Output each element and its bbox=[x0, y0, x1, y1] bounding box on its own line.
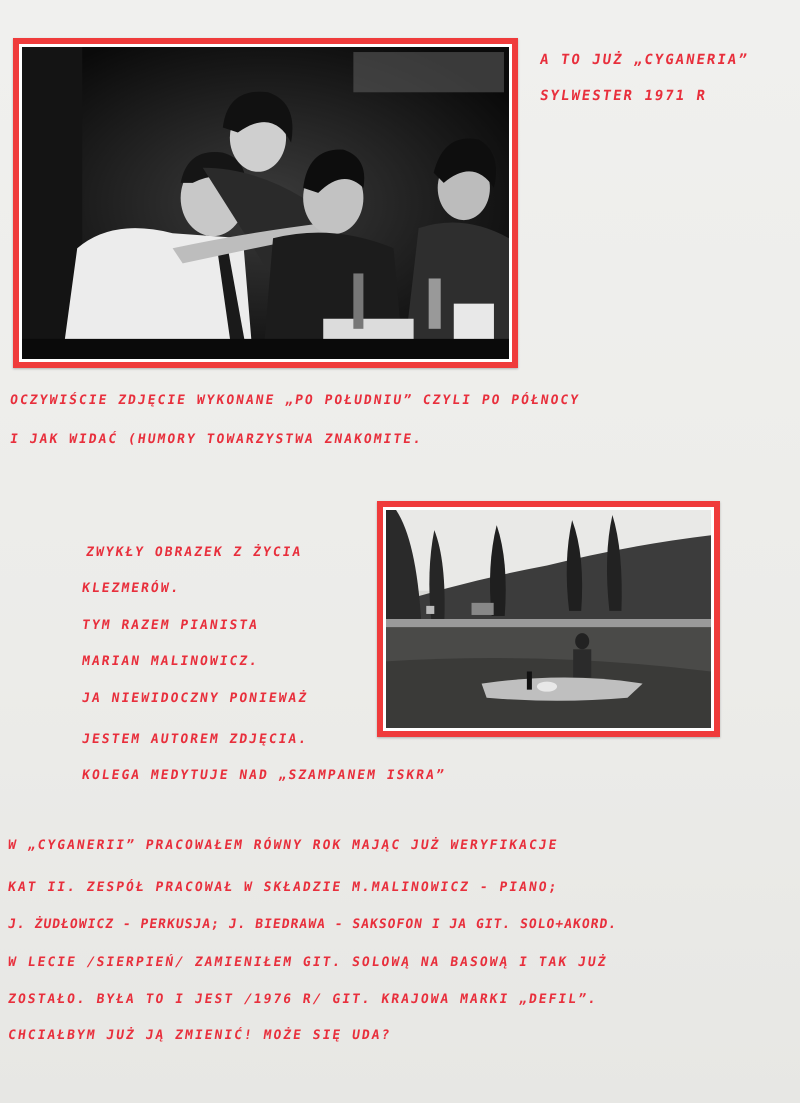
text-line: I JAK WIDAĆ (HUMORY TOWARZYSTWA ZNAKOMITE. bbox=[8, 432, 424, 447]
caption-line: JA NIEWIDOCZNY PONIEWAŻ bbox=[80, 691, 310, 706]
caption-line: ZWYKŁY OBRAZEK Z ŻYCIA bbox=[84, 545, 304, 560]
text-line: W LECIE /SIERPIEŃ/ ZAMIENIŁEM GIT. SOLOWĄ NA BASOWĄ I TAK JUŻ bbox=[6, 955, 609, 970]
caption-line: A TO JUŻ „CYGANERIA” bbox=[538, 52, 750, 68]
text-line: W „CYGANERII” PRACOWAŁEM RÓWNY ROK MAJĄC JUŻ WERYFIKACJE bbox=[6, 838, 560, 853]
text-line: J. ŻUDŁOWICZ - PERKUSJA; J. BIEDRAWA - SAKSOFON I JA GIT. SOLO+AKORD. bbox=[6, 917, 619, 932]
caption-line: TYM RAZEM PIANISTA bbox=[80, 618, 260, 633]
text-line: ZOSTAŁO. BYŁA TO I JEST /1976 R/ GIT. KRAJOWA MARKI „DEFIL”. bbox=[6, 992, 599, 1007]
party-photo bbox=[22, 47, 509, 359]
party-photo-frame bbox=[13, 38, 518, 368]
caption-line: KLEZMERÓW. bbox=[80, 581, 182, 596]
text-line: OCZYWIŚCIE ZDJĘCIE WYKONANE „PO POŁUDNIU” CZYLI PO PÓŁNOCY bbox=[8, 393, 582, 408]
caption-line: KOLEGA MEDYTUJE NAD „SZAMPANEM ISKRA” bbox=[80, 768, 447, 783]
caption-line: SYLWESTER 1971 R bbox=[538, 88, 708, 104]
picnic-photo-frame bbox=[377, 501, 720, 737]
text-line: CHCIAŁBYM JUŻ JĄ ZMIENIĆ! MOŻE SIĘ UDA? bbox=[6, 1028, 393, 1043]
text-line: KAT II. ZESPÓŁ PRACOWAŁ W SKŁADZIE M.MALINOWICZ - PIANO; bbox=[6, 880, 560, 895]
picnic-photo bbox=[386, 510, 711, 728]
party-caption bbox=[540, 52, 790, 122]
caption-line: MARIAN MALINOWICZ. bbox=[80, 654, 260, 669]
caption-line: JESTEM AUTOREM ZDJĘCIA. bbox=[80, 732, 310, 747]
